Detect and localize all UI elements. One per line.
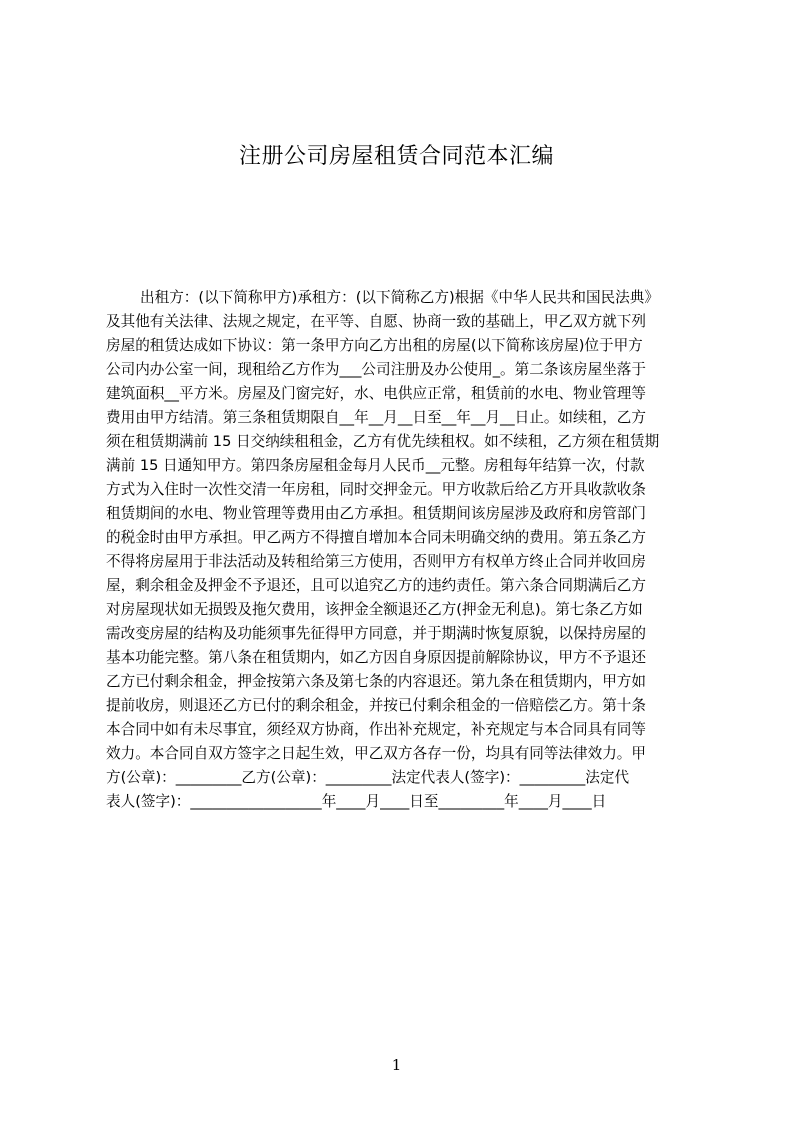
paragraph-line: 公司内办公室一间，现租给乙方作为___公司注册及办公使用_。第二条该房屋坐落于	[106, 361, 646, 378]
paragraph-line: 的税金时由甲方承担。甲乙两方不得擅自增加本合同未明确交纳的费用。第五条乙方	[106, 529, 646, 546]
paragraph-line: 需改变房屋的结构及功能须事先征得甲方同意，并于期满时恢复原貌，以保持房屋的	[106, 625, 646, 642]
paragraph-line: 房屋的租赁达成如下协议：第一条甲方向乙方出租的房屋(以下简称该房屋)位于甲方	[106, 337, 643, 354]
paragraph-line: 提前收房，则退还乙方已付的剩余租金，并按已付剩余租金的一倍赔偿乙方。第十条	[106, 697, 646, 714]
page-number: 1	[391, 1056, 402, 1074]
paragraph-line: 效力。本合同自双方签字之日起生效，甲乙双方各存一份，均具有同等法律效力。甲	[106, 745, 646, 762]
paragraph-line: 本合同中如有未尽事宜，须经双方协商，作出补充规定，补充规定与本合同具有同等	[106, 721, 646, 738]
paragraph-line: 乙方已付剩余租金，押金按第六条及第七条的内容退还。第九条在租赁期内，甲方如	[106, 673, 646, 690]
paragraph-line: 建筑面积__平方米。房屋及门窗完好，水、电供应正常，租赁前的水电、物业管理等	[106, 385, 646, 402]
paragraph-line: 基本功能完整。第八条在租赁期内，如乙方因自身原因提前解除协议，甲方不予退还	[106, 649, 646, 666]
paragraph-line: 须在租赁期满前 15 日交纳续租租金，乙方有优先续租权。如不续租，乙方须在租赁期	[106, 433, 660, 450]
paragraph-line: 对房屋现状如无损毁及拖欠费用，该押金全额退还乙方(押金无利息)。第七条乙方如	[106, 601, 643, 618]
page-title: 注册公司房屋租赁合同范本汇编	[238, 144, 554, 169]
paragraph-line: 费用由甲方结清。第三条租赁期限自__年__月__日至__年__月__日止。如续租，乙方	[106, 409, 646, 426]
paragraph-line: 不得将房屋用于非法活动及转租给第三方使用，否则甲方有权单方终止合同并收回房	[106, 553, 646, 570]
paragraph-line: 方(公章)：_________乙方(公章)：_________法定代表人(签字)：_________法定代	[106, 769, 630, 786]
paragraph-line: 出租方：(以下简称甲方)承租方：(以下简称乙方)根据《中华人民共和国民法典》	[140, 289, 659, 306]
paragraph-line: 方式为入住时一次性交清一年房租，同时交押金元。甲方收款后给乙方开具收款收条	[106, 481, 646, 498]
paragraph-line: 及其他有关法律、法规之规定，在平等、自愿、协商一致的基础上，甲乙双方就下列	[106, 313, 646, 330]
paragraph-line: 表人(签字)：__________________年____月____日至_________年____月____日	[106, 793, 607, 810]
paragraph-line: 满前 15 日通知甲方。第四条房屋租金每月人民币__元整。房租每年结算一次，付款	[106, 457, 645, 474]
paragraph-line: 租赁期间的水电、物业管理等费用由乙方承担。租赁期间该房屋涉及政府和房管部门	[106, 505, 646, 522]
paragraph-line: 屋，剩余租金及押金不予退还，且可以追究乙方的违约责任。第六条合同期满后乙方	[106, 577, 646, 594]
